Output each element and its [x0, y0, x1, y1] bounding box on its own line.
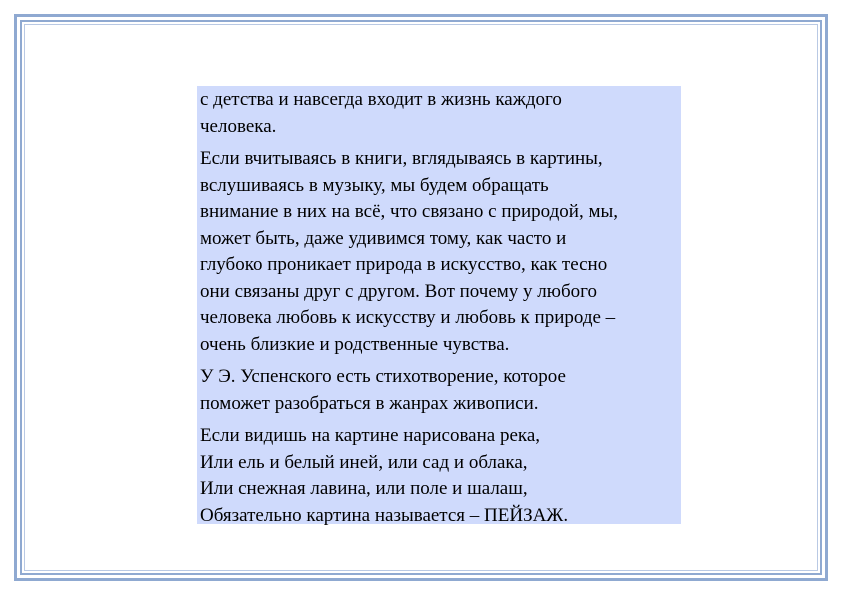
paragraph-poem: [200, 423, 677, 529]
text-line: с детства и навсегда входит в жизнь каждого: [200, 89, 562, 110]
text-line: человека любовь к искусству и любовь к природе –: [200, 307, 616, 328]
paragraph-uspensky: [200, 364, 677, 417]
poem-line: Если видишь на картине нарисована река,: [200, 425, 541, 446]
poem-line: Или ель и белый иней, или сад и облака,: [200, 451, 528, 473]
text-line: может быть, даже удивимся тому, как часто и: [200, 227, 567, 249]
text-line: очень близкие и родственные чувства.: [200, 333, 510, 355]
text-line: человека.: [200, 115, 277, 137]
text-line: У Э. Успенского есть стихотворение, которое: [200, 366, 566, 387]
text-line: вслушиваясь в музыку, мы будем обращать: [200, 174, 549, 196]
text-line: глубоко проникает природа в искусство, как тесно: [200, 254, 608, 275]
text-box: [197, 86, 681, 524]
paragraph-intro: [200, 87, 677, 140]
text-line: внимание в них на всё, что связано с природой, мы,: [200, 201, 618, 222]
text-line: поможет разобраться в жанрах живописи.: [200, 392, 539, 414]
poem-line: Обязательно картина называется – ПЕЙЗАЖ.: [200, 504, 569, 526]
text-line: они связаны друг с другом. Вот почему у любого: [200, 280, 597, 302]
paragraph-art-and-nature: [200, 146, 677, 358]
poem-line: Или снежная лавина, или поле и шалаш,: [200, 478, 528, 499]
text-line: Если вчитываясь в книги, вглядываясь в картины,: [200, 148, 603, 169]
